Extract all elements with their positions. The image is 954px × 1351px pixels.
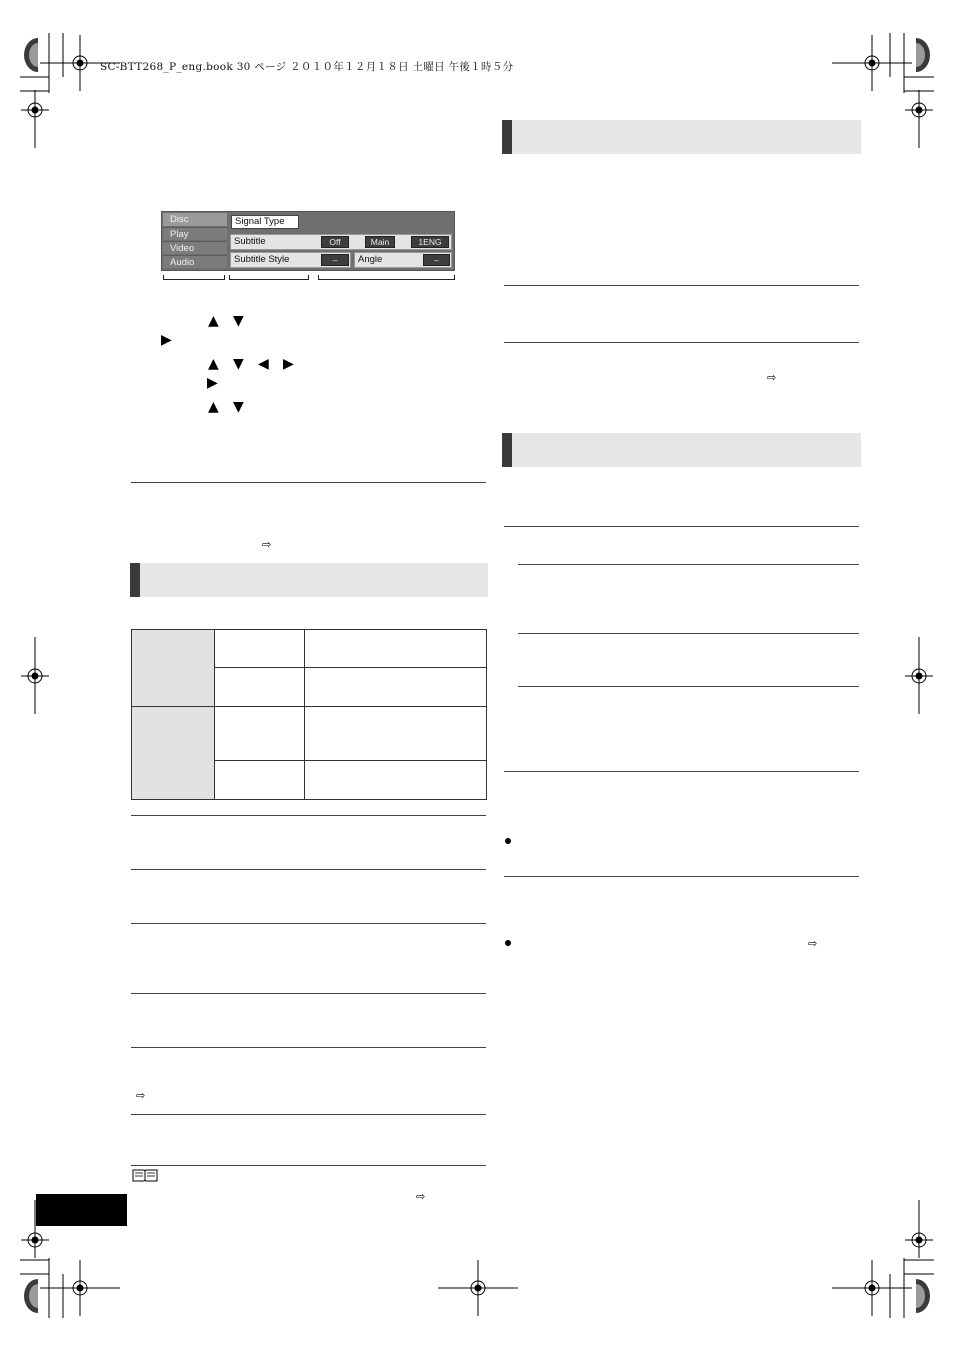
- divider: [131, 815, 486, 816]
- osd-row-angle: [354, 252, 452, 268]
- osd-subtitle-value: Off: [321, 236, 349, 248]
- table-row-divider: [132, 706, 486, 707]
- left-arrow-icon: ◀: [258, 356, 269, 372]
- osd-side-video: Video: [163, 241, 227, 254]
- page-ref-arrow-icon: ⇨: [136, 1089, 146, 1102]
- osd-angle-label: Angle: [358, 254, 383, 265]
- divider: [131, 1047, 486, 1048]
- page-ref-arrow-icon: ⇨: [767, 371, 777, 384]
- divider: [504, 285, 859, 286]
- table-row-header-column: [132, 630, 214, 799]
- divider: [504, 526, 859, 527]
- divider: [131, 923, 486, 924]
- osd-tab-signal-type: Signal Type: [231, 215, 299, 229]
- print-slug: SC-BTT268_P_eng.book 30 ページ ２０１０年１２月１８日 土曜日 午後１時５分: [100, 61, 514, 73]
- table-row-divider: [214, 760, 486, 761]
- page-ref-arrow-icon: ⇨: [416, 1190, 426, 1203]
- divider: [131, 869, 486, 870]
- section-heading-band: [502, 433, 861, 467]
- bracket-setting: [318, 275, 455, 280]
- bracket-item: [229, 275, 309, 280]
- page-number-tab: [36, 1194, 127, 1226]
- osd-subtitle-style-label: Subtitle Style: [234, 254, 290, 265]
- up-arrow-icon: ▲: [208, 399, 219, 415]
- table-column-divider: [214, 630, 215, 799]
- right-arrow-icon: ▶: [283, 356, 294, 372]
- down-arrow-icon: ▼: [233, 399, 244, 415]
- settings-table: [131, 629, 487, 800]
- osd-row-subtitle-style: [230, 252, 351, 268]
- osd-angle-value: –: [423, 254, 450, 266]
- page-ref-arrow-icon: ⇨: [808, 937, 818, 950]
- bullet-point: [505, 838, 511, 844]
- down-arrow-icon: ▼: [233, 313, 244, 329]
- note-book-icon: [132, 1168, 158, 1182]
- divider: [131, 1114, 486, 1115]
- up-arrow-icon: ▲: [208, 356, 219, 372]
- section-heading-band: [130, 563, 488, 597]
- right-arrow-icon: ▶: [161, 332, 172, 348]
- osd-subtitle-label: Subtitle: [234, 236, 266, 247]
- section-heading-band: [502, 120, 861, 154]
- divider: [504, 876, 859, 877]
- osd-side-audio: Audio: [163, 255, 227, 268]
- section-heading-bar: [130, 563, 140, 597]
- divider: [131, 1165, 486, 1166]
- osd-main-value: Main: [365, 236, 395, 248]
- divider: [131, 993, 486, 994]
- section-heading-bar: [502, 433, 512, 467]
- osd-side-disc: Disc: [163, 213, 227, 226]
- table-column-divider: [304, 630, 305, 799]
- divider: [504, 342, 859, 343]
- osd-row-subtitle: [230, 234, 452, 250]
- up-arrow-icon: ▲: [208, 313, 219, 329]
- osd-lang-value: 1ENG: [411, 236, 449, 248]
- page-ref-arrow-icon: ⇨: [262, 538, 272, 551]
- bracket-menu: [163, 275, 225, 280]
- osd-subtitle-style-value: –: [321, 254, 349, 266]
- divider: [131, 482, 486, 483]
- right-arrow-icon: ▶: [207, 375, 218, 391]
- divider: [504, 771, 859, 772]
- section-heading-bar: [502, 120, 512, 154]
- divider: [518, 686, 859, 687]
- bullet-point: [505, 940, 511, 946]
- divider: [518, 633, 859, 634]
- down-arrow-icon: ▼: [233, 356, 244, 372]
- table-row-divider: [214, 667, 486, 668]
- divider: [518, 564, 859, 565]
- osd-menu: [161, 211, 455, 271]
- osd-side-play: Play: [163, 227, 227, 240]
